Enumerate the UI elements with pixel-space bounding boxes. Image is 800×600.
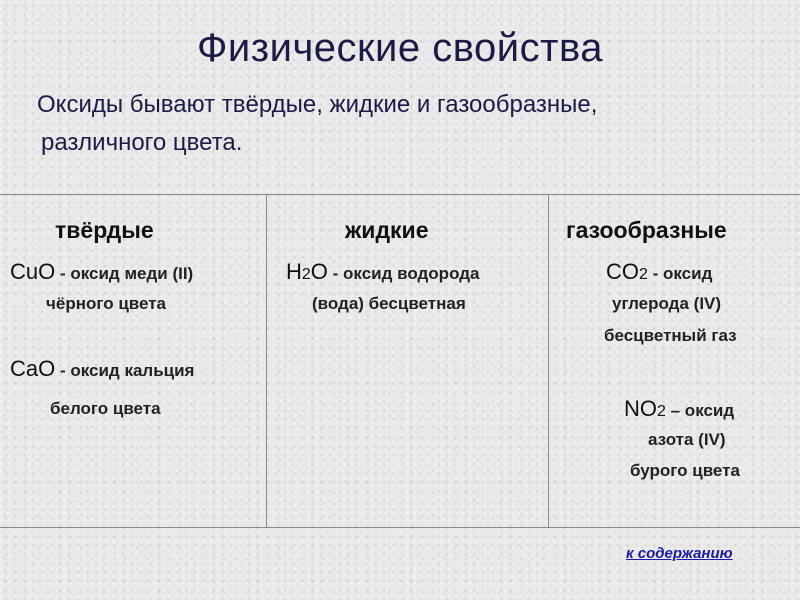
header-gas: газообразные	[566, 217, 727, 243]
desc-no2: – оксид	[665, 401, 735, 420]
contents-link[interactable]: к содержанию	[626, 545, 733, 562]
intro-line-1: Оксиды бывают твёрдые, жидкие и газообразные,	[37, 91, 598, 118]
desc-h2o: - оксид водорода	[327, 264, 480, 283]
formula-co2: CO2	[606, 259, 648, 284]
desc-cuo: - оксид меди (II)	[55, 264, 194, 283]
intro-line-2: различного цвета.	[41, 129, 243, 156]
formula-cao: CaO	[10, 356, 56, 381]
header-liquid: жидкие	[345, 217, 429, 243]
desc-co2: - оксид	[647, 264, 713, 283]
desc-cao: - оксид кальция	[55, 361, 195, 380]
formula-cuo: CuO	[10, 259, 56, 284]
gas-co2-color: бесцветный газ	[604, 326, 737, 345]
page-title: Физические свойства	[197, 26, 603, 70]
solid-cao-color: белого цвета	[50, 399, 161, 418]
properties-table	[0, 194, 800, 528]
gas-no2-line	[624, 396, 734, 422]
gas-no2-color: бурого цвета	[630, 461, 740, 480]
formula-h2o: H2O	[286, 259, 328, 284]
formula-no2: NO2	[624, 396, 666, 421]
gas-co2-name: углерода (IV)	[612, 294, 722, 313]
intro-text	[37, 86, 777, 162]
solid-cao-line	[10, 356, 194, 382]
header-solid: твёрдые	[55, 217, 154, 243]
liquid-h2o-color: (вода) бесцветная	[312, 294, 466, 313]
solid-cuo-line	[10, 259, 193, 285]
column-divider	[266, 195, 267, 527]
column-divider	[548, 195, 549, 527]
liquid-h2o-line	[286, 259, 479, 285]
gas-no2-name: азота (IV)	[648, 430, 726, 449]
gas-co2-line	[606, 259, 712, 285]
solid-cuo-color: чёрного цвета	[46, 294, 167, 313]
